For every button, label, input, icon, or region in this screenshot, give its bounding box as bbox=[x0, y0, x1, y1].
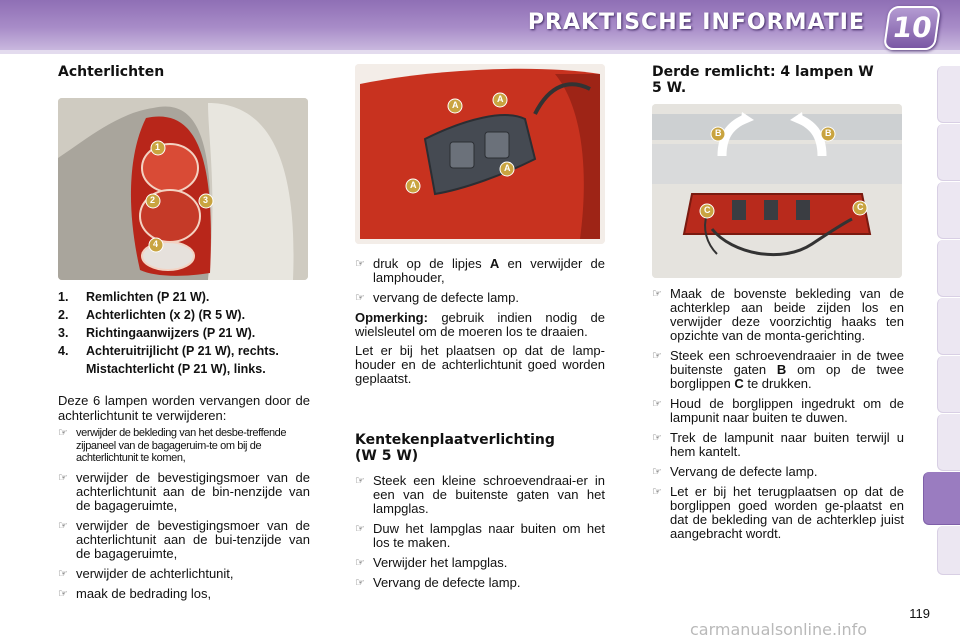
pointing-hand-icon: ☞ bbox=[652, 350, 662, 362]
list-item: 2. Achterlichten (x 2) (R 5 W). bbox=[58, 308, 246, 322]
third-brake-light-photo bbox=[652, 104, 902, 278]
callout-2: 2 bbox=[150, 195, 156, 205]
middle-bullets-2 bbox=[355, 474, 605, 590]
pointing-hand-icon: ☞ bbox=[652, 398, 662, 410]
list-item: ☞ Trek de lampunit naar buiten terwijl u hem kantelt. bbox=[652, 430, 904, 459]
section-heading-rear-lights: Achterlichten bbox=[58, 64, 165, 80]
callout-a: A bbox=[497, 94, 504, 104]
side-tab[interactable] bbox=[937, 66, 960, 123]
list-item: ☞ verwijder de achterlichtunit, bbox=[58, 565, 234, 581]
list-item: ☞ Houd de borglippen ingedrukt om de lampunit naar buiten te duwen. bbox=[652, 396, 904, 425]
third-brake-light-illustration bbox=[652, 104, 902, 278]
side-tab[interactable] bbox=[937, 298, 960, 355]
pointing-hand-icon: ☞ bbox=[652, 288, 662, 300]
section-heading-license-plate: Kentekenplaatverlichting (W 5 W) bbox=[355, 432, 555, 464]
callout-a: A bbox=[452, 100, 459, 110]
side-tab[interactable] bbox=[937, 414, 960, 471]
side-tab[interactable] bbox=[937, 240, 960, 297]
pointing-hand-icon: ☞ bbox=[355, 475, 365, 487]
right-text bbox=[652, 287, 904, 547]
license-plate-section bbox=[355, 432, 605, 596]
list-item: ☞ verwijder de bevestigingsmoer van de achterlichtunit aan de bin-nenzijde van de bagageruimte, bbox=[58, 469, 310, 513]
list-item: 3. Richtingaanwijzers (P 21 W). bbox=[58, 326, 256, 340]
pointing-hand-icon: ☞ bbox=[58, 567, 68, 580]
callout-c: C bbox=[857, 202, 864, 212]
side-tab[interactable] bbox=[937, 182, 960, 239]
list-item: ☞ maak de bedrading los, bbox=[58, 585, 212, 601]
pointing-hand-icon: ☞ bbox=[652, 486, 662, 498]
watermark: carmanualsonline.info bbox=[690, 620, 868, 639]
list-item: ☞ Duw het lampglas naar buiten om het los te maken. bbox=[355, 521, 605, 550]
callout-4: 4 bbox=[153, 239, 159, 249]
list-item: ☞ Vervang de defecte lamp. bbox=[652, 464, 818, 479]
pointing-hand-icon: ☞ bbox=[58, 427, 68, 439]
chapter-badge: 10 bbox=[883, 6, 941, 50]
pointing-hand-icon: ☞ bbox=[355, 523, 365, 535]
pointing-hand-icon: ☞ bbox=[355, 557, 365, 569]
pointing-hand-icon: ☞ bbox=[58, 471, 68, 484]
callout-c: C bbox=[704, 205, 711, 215]
list-item: ☞ verwijder de bekleding van het desbe-treffende zijpaneel van de bagageruim-te om bij de achterlichtunit te komen, bbox=[58, 427, 287, 464]
left-bullets bbox=[58, 427, 310, 601]
bulb-list bbox=[58, 290, 310, 377]
list-item: ☞ Let er bij het terugplaatsen op dat de borglippen goed worden ge-plaatst en dat de bekleding van de achterklep juist aangebracht wordt. bbox=[652, 484, 904, 541]
pointing-hand-icon: ☞ bbox=[58, 519, 68, 532]
callout-a: A bbox=[504, 163, 511, 173]
side-tab-active[interactable] bbox=[923, 472, 960, 525]
callout-a: A bbox=[410, 180, 417, 190]
pointing-hand-icon: ☞ bbox=[58, 587, 68, 600]
callout-b: B bbox=[825, 128, 832, 138]
section-heading-third-brake-light: Derde remlicht: 4 lampen W 5 W. bbox=[652, 64, 874, 96]
list-item: ☞ Vervang de defecte lamp. bbox=[355, 575, 521, 590]
side-tab[interactable] bbox=[937, 356, 960, 413]
list-item: ☞ Steek een schroevendraaier in de twee buitenste gaten B om op de twee borglippen C te drukken. bbox=[652, 348, 904, 391]
list-item: ☞ druk op de lipjes A en verwijder de lamphouder, bbox=[355, 256, 605, 285]
rear-light-photo bbox=[58, 98, 308, 280]
middle-bullets-1 bbox=[355, 257, 605, 305]
note-paragraph-2: Let er bij het plaatsen op dat de lamp-houder en de achterlichtunit goed worden geplaatst. bbox=[355, 343, 605, 386]
intro-paragraph: Deze 6 lampen worden vervangen door de achterlichtunit te verwijderen: bbox=[58, 393, 310, 423]
list-item: ☞ Maak de bovenste bekleding van de achterklep aan beide zijden los en verwijder deze voorzichtig haaks ten opzichte van de monta-gerichting. bbox=[652, 286, 904, 343]
page-number: 119 bbox=[909, 606, 930, 621]
list-item: ☞ verwijder de bevestigingsmoer van de achterlichtunit aan de bui-tenzijde van de bagageruimte, bbox=[58, 517, 310, 561]
middle-text bbox=[355, 257, 605, 386]
lamp-holder-photo bbox=[355, 64, 605, 244]
pointing-hand-icon: ☞ bbox=[652, 466, 662, 478]
header-divider bbox=[0, 50, 960, 54]
list-item: ☞ vervang de defecte lamp. bbox=[355, 290, 519, 305]
pointing-hand-icon: ☞ bbox=[355, 577, 365, 589]
rear-light-illustration bbox=[58, 98, 308, 280]
right-bullets bbox=[652, 287, 904, 541]
list-item: 4. Achteruitrijlicht (P 21 W), rechts. bbox=[58, 344, 279, 358]
side-tab-strip bbox=[938, 66, 960, 576]
side-tab[interactable] bbox=[937, 526, 960, 575]
pointing-hand-icon: ☞ bbox=[355, 292, 365, 304]
pointing-hand-icon: ☞ bbox=[355, 258, 365, 270]
note-paragraph: Opmerking: gebruik indien nodig de wielsleutel om de moeren los te draaien. bbox=[355, 310, 605, 339]
side-tab[interactable] bbox=[937, 124, 960, 181]
lamp-holder-illustration bbox=[355, 64, 605, 244]
pointing-hand-icon: ☞ bbox=[652, 432, 662, 444]
callout-3: 3 bbox=[203, 195, 209, 205]
callout-b: B bbox=[715, 128, 722, 138]
list-item: 1. Remlichten (P 21 W). bbox=[58, 290, 210, 304]
list-item: Mistachterlicht (P 21 W), links. bbox=[86, 362, 266, 376]
right-heading-block bbox=[652, 64, 882, 96]
callout-1: 1 bbox=[155, 142, 161, 152]
left-text bbox=[58, 290, 310, 607]
left-column bbox=[58, 64, 308, 80]
list-item: ☞ Verwijder het lampglas. bbox=[355, 555, 508, 570]
list-item: ☞ Steek een kleine schroevendraai-er in een van de buitenste gaten van het lampglas. bbox=[355, 473, 605, 516]
page-title: PRAKTISCHE INFORMATIE bbox=[527, 10, 865, 35]
